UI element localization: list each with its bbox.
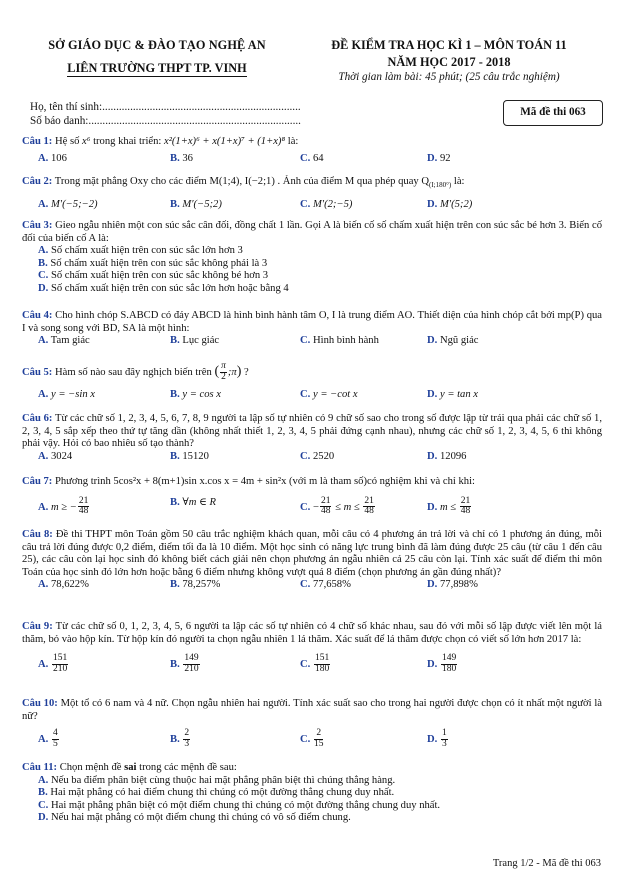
option-a: A. m ≥ − $\frac{21}{48}$ — [38, 495, 89, 517]
interval-end: ;π — [227, 366, 237, 378]
question-label: Câu 11: — [22, 762, 58, 773]
question-label: Câu 5: — [22, 366, 53, 378]
question-3 — [22, 220, 602, 295]
question-label: Câu 10: — [22, 698, 58, 709]
student-info — [30, 100, 301, 128]
option-c: C. Số chấm xuất hiện trên con súc sắc không bé hơn 3 — [38, 270, 269, 281]
question-label: Câu 4: — [22, 310, 53, 321]
math-term: x⁶ — [82, 136, 91, 147]
option-c: C. $\frac{151}{180}$ — [300, 653, 330, 674]
option-b: B. 78,257% — [170, 579, 221, 590]
option-b: B. Hai mặt phẳng có hai điểm chung thì chúng có một đường thẳng chung duy nhất. — [38, 787, 395, 798]
option-d: D. m ≤ $\frac{21}{48}$ — [427, 495, 471, 517]
option-d: D. M′(5;2) — [427, 199, 473, 211]
option-c: C. 64 — [300, 152, 324, 164]
question-text: Một tổ có 6 nam và 4 nữ. Chọn ngẫu nhiên hai người. Tính xác suất sao cho trong hai người được chọn có ít nhất một người là nữ? — [22, 698, 602, 722]
option-b: B. 15120 — [170, 450, 209, 462]
option-c: C. − $\frac{21}{48}$ ≤ m ≤ $\frac{21}{48}$ — [300, 495, 374, 517]
option-a: A. Tam giác — [38, 335, 90, 346]
option-b: B. M′(−5;2) — [170, 199, 222, 211]
option-a: A. Nếu ba điểm phân biệt cùng thuộc hai mặt phẳng phân biệt thì chúng thẳng hàng. — [38, 774, 396, 786]
option-c: C. 2520 — [300, 450, 335, 462]
option-c: C. Hai mặt phẳng phân biệt có một điểm chung thì chúng có một đường thẳng chung duy nhất. — [38, 799, 441, 811]
option-a: A. Số chấm xuất hiện trên con súc sắc lớn hơn 3 — [38, 245, 243, 256]
option-d: D. $\frac{1}{3}$ — [427, 728, 447, 749]
question-text: là: — [285, 136, 299, 147]
option-c: C. M′(2;−5) — [300, 199, 353, 211]
exam-code-box: Mã đề thi 063 — [503, 100, 603, 126]
header-right — [290, 38, 608, 84]
department-name: SỞ GIÁO DỤC & ĐÀO TẠO NGHỆ AN — [48, 38, 266, 52]
question-8 — [22, 529, 602, 593]
option-c: C. $\frac{2}{15}$ — [300, 728, 324, 749]
question-text: ? — [241, 366, 249, 378]
school-name: LIÊN TRƯỜNG THPT TP. VINH — [67, 61, 246, 78]
option-a: A. y = −sin x — [38, 388, 95, 400]
question-text: Hệ số — [54, 136, 83, 147]
student-id-line: Số báo danh:............................................................................ — [30, 115, 301, 127]
option-b: B. Lục giác — [170, 335, 220, 346]
question-10 — [22, 698, 602, 755]
option-a: A. M′(−5;−2) — [38, 199, 98, 211]
student-name-line: Họ, tên thí sinh:....................................................................... — [30, 101, 301, 113]
option-d: D. 92 — [427, 152, 451, 164]
option-d: D. $\frac{149}{180}$ — [427, 653, 457, 674]
page-footer: Trang 1/2 - Mã đề thi 063 — [492, 858, 601, 869]
question-4 — [22, 310, 602, 349]
option-c: C. 77,658% — [300, 579, 351, 590]
question-9 — [22, 621, 602, 680]
question-emphasis: sai — [124, 762, 137, 773]
question-label: Câu 8: — [22, 529, 53, 540]
option-a: A. 78,622% — [38, 579, 89, 590]
question-label: Câu 6: — [22, 413, 53, 424]
question-text: Từ các chữ số 1, 2, 3, 4, 5, 6, 7, 8, 9 người ta lập số tự nhiên có 9 chữ số sao cho trong số được lập từ trái qua phải các chữ số 1, 2, 3, 4, 5 sắp xếp theo thứ tự tăng dần (không nhất thiết 1, 2, 3, 4, 5 phải đứng cạnh nhau), nhưng các chữ số 1, 2, 3, 4, 5, 6 thì không phải vậy. Hỏi có bao nhiêu số tạo thành? — [22, 413, 603, 449]
question-text: trong khai triển: — [90, 136, 164, 147]
question-text: Trong mặt phẳng Oxy cho các điểm M(1;4), I(−2;1) . Ảnh của điểm M qua phép quay Q — [54, 176, 430, 187]
option-d: D. Số chấm xuất hiện trên con súc sắc lớn hơn hoặc bằng 4 — [38, 282, 289, 294]
question-text: là: — [451, 176, 465, 187]
option-b: B. y = cos x — [170, 388, 221, 400]
question-label: Câu 1: — [22, 136, 53, 147]
question-text: Từ các chữ số 0, 1, 2, 3, 4, 5, 6 người ta lập các số tự nhiên có 4 chữ số khác nhau, sau đó với mỗi số lập được viết lên một lá thăm, bỏ vào hộp kín. Từ hộp kín đó người ta chọn ngẫu nhiên 1 lá thăm. Xác suất để lá thăm được chọn có viết số lớn hơn 2017 là: — [22, 621, 602, 645]
option-d: D. Nếu hai mặt phẳng có một điểm chung thì chúng có vô số điểm chung. — [38, 812, 351, 823]
exam-title: ĐỀ KIỂM TRA HỌC KÌ 1 – MÔN TOÁN 11 — [331, 38, 567, 52]
question-text: Đề thi THPT môn Toán gồm 50 câu trắc nghiệm khách quan, mỗi câu có 4 phương án trả lời và chỉ có 1 phương án đúng, mỗi câu trả lời đúng được 0,2 điểm, điểm tối đa là 10 điểm. Một học sinh có năng lực trung bình đã làm đúng được 25 câu (từ câu 1 đến câu 25), các câu còn lại học sinh đó không biết cách giải nên chọn phương án ngẫu nhiên cả 25 câu còn lại. Tính xác suất để điểm thi môn Toán của học sinh đó lớn hơn hoặc bằng 6 điểm nhưng không vượt quá 8 điểm (chọn phương án gần đúng nhất)? — [22, 529, 602, 578]
question-text: trong các mệnh đề sau: — [136, 762, 237, 773]
option-d: D. 77,898% — [427, 579, 478, 590]
question-label: Câu 7: — [22, 476, 53, 487]
question-label: Câu 2: — [22, 176, 53, 187]
question-5: Câu 5: Hàm số nào sau đây nghịch biến trên ( $\frac{\pi}{2}$ ;π) ? A. y = −sin x B. y = cos x C. y = −cot x D. y = tan x — [22, 361, 479, 400]
question-text: Gieo ngẫu nhiên một con súc sắc cân đối, đồng chất 1 lần. Gọi A là biến cố số chấm xuất hiện trên con súc sắc bé hơn 3. Biến cố đối của biến cố A là: — [22, 220, 603, 244]
option-c: C. Hình bình hành — [300, 335, 379, 346]
option-b: B. 36 — [170, 152, 193, 164]
rotation-subscript: (I;180°) — [429, 181, 452, 190]
question-text: Hàm số nào sau đây nghịch biến trên — [54, 366, 215, 378]
option-b: B. $\frac{149}{210}$ — [170, 653, 199, 674]
option-b: B. ∀m ∈ R — [170, 496, 217, 508]
question-1 — [22, 136, 602, 167]
option-b: B. $\frac{2}{3}$ — [170, 728, 190, 749]
question-text: Phương trình 5cos²x + 8(m+1)sin x.cos x = 4m + sin²x (với m là tham số)có nghiệm khi và chỉ khi: — [54, 476, 475, 487]
question-11 — [22, 762, 602, 825]
interval-fraction: $\frac{\pi}{2}$ — [221, 361, 226, 382]
question-label: Câu 9: — [22, 621, 53, 632]
option-d: D. 12096 — [427, 450, 467, 462]
option-b: B. Số chấm xuất hiện trên con súc sắc không phải là 3 — [38, 257, 268, 269]
option-d: D. y = tan x — [427, 388, 479, 400]
math-expression: x²(1+x)⁶ + x(1+x)⁷ + (1+x)⁸ — [164, 136, 286, 147]
option-a: A. $\frac{151}{210}$ — [38, 653, 68, 674]
option-d: D. Ngũ giác — [427, 335, 479, 346]
question-6 — [22, 413, 602, 465]
header-left — [28, 38, 286, 77]
option-a: A. 3024 — [38, 450, 73, 462]
question-text: Chọn mệnh đề — [59, 762, 125, 773]
option-a: A. $\frac{4}{5}$ — [38, 728, 58, 749]
question-2 — [22, 176, 602, 213]
question-label: Câu 3: — [22, 220, 53, 231]
question-7 — [22, 476, 602, 519]
exam-duration: Thời gian làm bài: 45 phút; (25 câu trắc nghiệm) — [338, 71, 560, 83]
school-year: NĂM HỌC 2017 - 2018 — [387, 54, 511, 69]
option-c: C. y = −cot x — [300, 388, 358, 400]
question-text: Cho hình chóp S.ABCD có đáy ABCD là hình bình hành tâm O, I là trung điểm AO. Thiết diện của hình chóp cắt bởi mp(P) qua I và song song với BD, SA là một hình: — [22, 310, 603, 334]
option-a: A. 106 — [38, 152, 67, 164]
